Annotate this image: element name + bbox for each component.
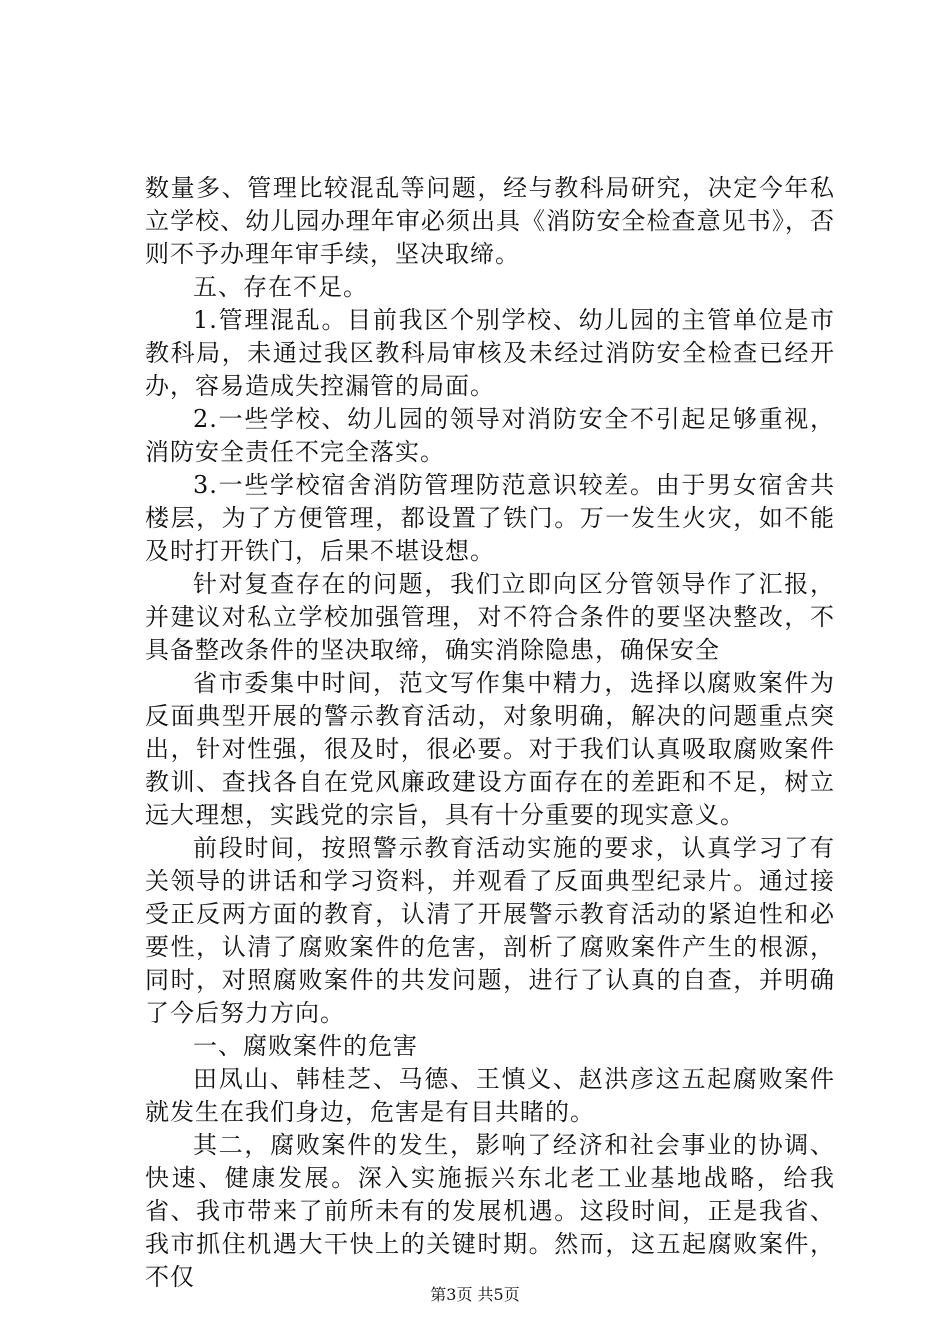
paragraph: 五、存在不足。: [193, 273, 368, 301]
page-number-footer: 第3页 共5页: [430, 1285, 520, 1304]
paragraph: 针对复查存在的问题，我们立即向区分管领导作了汇报，并建议对私立学校加强管理，对不符合条件的要坚决整改，不具备整改条件的坚决取缔，确实消除隐患，确保安全: [145, 570, 835, 664]
paragraph: 田凤山、韩桂芝、马德、王慎义、赵洪彦这五起腐败案件就发生在我们身边，危害是有目共睹的。: [145, 1065, 835, 1126]
paragraph: 数量多、管理比较混乱等问题，经与教科局研究，决定今年私立学校、幼儿园办理年审必须出具《消防安全检查意见书》，否则不予办理年审手续，坚决取缔。: [145, 174, 835, 268]
paragraph: 1.管理混乱。目前我区个别学校、幼儿园的主管单位是市教科局，未通过我区教科局审核及未经过消防安全检查已经开办，容易造成失控漏管的局面。: [145, 306, 835, 400]
document-body: [145, 172, 835, 1294]
paragraph: 3.一些学校宿舍消防管理防范意识较差。由于男女宿舍共楼层，为了方便管理，都设置了铁门。万一发生火灾，如不能及时打开铁门，后果不堪设想。: [145, 471, 835, 565]
paragraph: 一、腐败案件的危害: [193, 1032, 418, 1060]
paragraph: 2.一些学校、幼儿园的领导对消防安全不引起足够重视，消防安全责任不完全落实。: [145, 405, 835, 466]
paragraph: 前段时间，按照警示教育活动实施的要求，认真学习了有关领导的讲话和学习资料，并观看了反面典型纪录片。通过接受正反两方面的教育，认清了开展警示教育活动的紧迫性和必要性，认清了腐败案件的危害，剖析了腐败案件产生的根源，同时，对照腐败案件的共发问题，进行了认真的自查，并明确了今后努力方向。: [145, 834, 835, 1027]
paragraph: 省市委集中时间，范文写作集中精力，选择以腐败案件为反面典型开展的警示教育活动，对象明确，解决的问题重点突出，针对性强，很及时，很必要。对于我们认真吸取腐败案件教训、查找各自在党风廉政建设方面存在的差距和不足，树立远大理想，实践党的宗旨，具有十分重要的现实意义。: [145, 669, 835, 829]
paragraph: 其二，腐败案件的发生，影响了经济和社会事业的协调、快速、健康发展。深入实施振兴东北老工业基地战略，给我省、我市带来了前所未有的发展机遇。这段时间，正是我省、我市抓住机遇大干快上的关键时期。然而，这五起腐败案件，不仅: [145, 1131, 835, 1291]
